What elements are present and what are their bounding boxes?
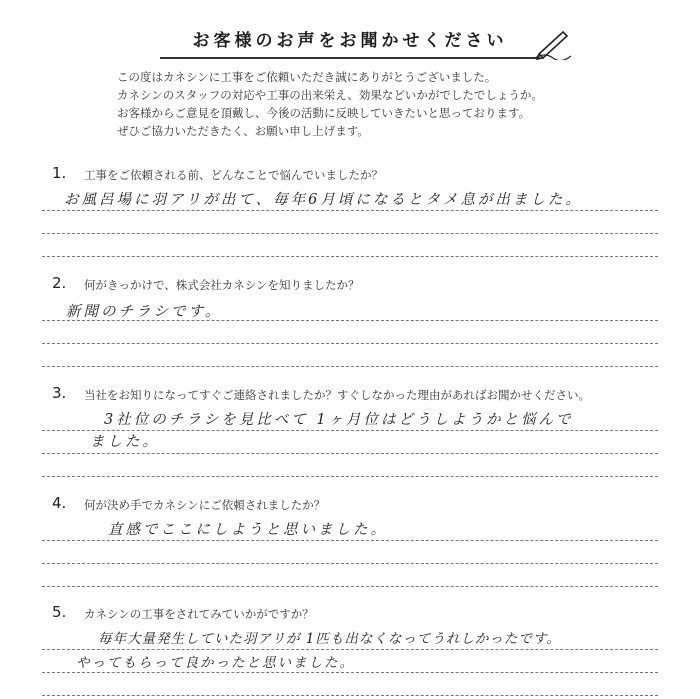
answer-rule xyxy=(42,320,658,321)
answer-rule xyxy=(42,540,658,541)
answer-line: 3社位のチラシを見比べて 1ヶ月位はどうしようかと悩んで xyxy=(104,412,574,428)
answer-rule xyxy=(42,343,658,344)
answer-rule xyxy=(42,695,658,696)
answer-rule xyxy=(42,453,658,454)
question-text: 当社をお知りになってすぐご連絡されましたか？すぐしなかった理由があればお聞かせください。 xyxy=(84,388,590,402)
answer-rule xyxy=(42,476,658,477)
question-number: 1. xyxy=(52,164,67,182)
intro-line: カネシンのスタッフの対応や工事の出来栄え、効果などいかがでしたでしょうか。 xyxy=(117,88,543,102)
pen-icon xyxy=(533,28,573,60)
question-number: 5. xyxy=(52,603,67,621)
answer-line: 毎年大量発生していた羽アリが 1匹も出なくなってうれしかったです。 xyxy=(98,631,561,647)
question-number: 3. xyxy=(52,384,67,402)
answer-line: ました。 xyxy=(90,434,160,450)
intro-line: この度はカネシンに工事をご依頼いただき誠にありがとうございました。 xyxy=(117,70,497,84)
answer-rule xyxy=(42,210,658,211)
intro-line: ぜひご協力いただきたく、お願い申し上げます。 xyxy=(117,124,369,138)
question-text: 何が決め手でカネシンにご依頼されましたか？ xyxy=(84,498,326,512)
title-underline xyxy=(160,57,540,59)
intro-text xyxy=(117,68,543,140)
answer-rule xyxy=(42,430,658,431)
answer-line: お風呂場に羽アリが出て、毎年6月頃になるとタメ息が出ました。 xyxy=(64,192,583,208)
answer-line: やってもらって良かったと思いました。 xyxy=(76,655,355,671)
question-number: 2. xyxy=(52,274,67,292)
answer-line: 新聞のチラシです。 xyxy=(66,304,223,320)
question-text: 工事をご依頼される前、どんなことで悩んでいましたか？ xyxy=(84,168,383,182)
question-number: 4. xyxy=(52,494,67,512)
answer-rule xyxy=(42,366,658,367)
answer-rule xyxy=(42,586,658,587)
answer-rule xyxy=(42,649,658,650)
question-text: カネシンの工事をされてみていかがですか？ xyxy=(84,607,314,621)
answer-rule xyxy=(42,233,658,234)
form-title: お客様のお声をお聞かせください xyxy=(192,31,508,51)
intro-line: お客様からご意見を頂戴し、今後の活動に反映していきたいと思っております。 xyxy=(117,106,531,120)
answer-rule xyxy=(42,256,658,257)
answer-line: 直感でここにしようと思いました。 xyxy=(108,522,388,538)
question-text: 何がきっかけで、株式会社カネシンを知りましたか？ xyxy=(84,278,360,292)
form-header xyxy=(0,26,700,51)
answer-rule xyxy=(42,672,658,673)
answer-rule xyxy=(42,563,658,564)
